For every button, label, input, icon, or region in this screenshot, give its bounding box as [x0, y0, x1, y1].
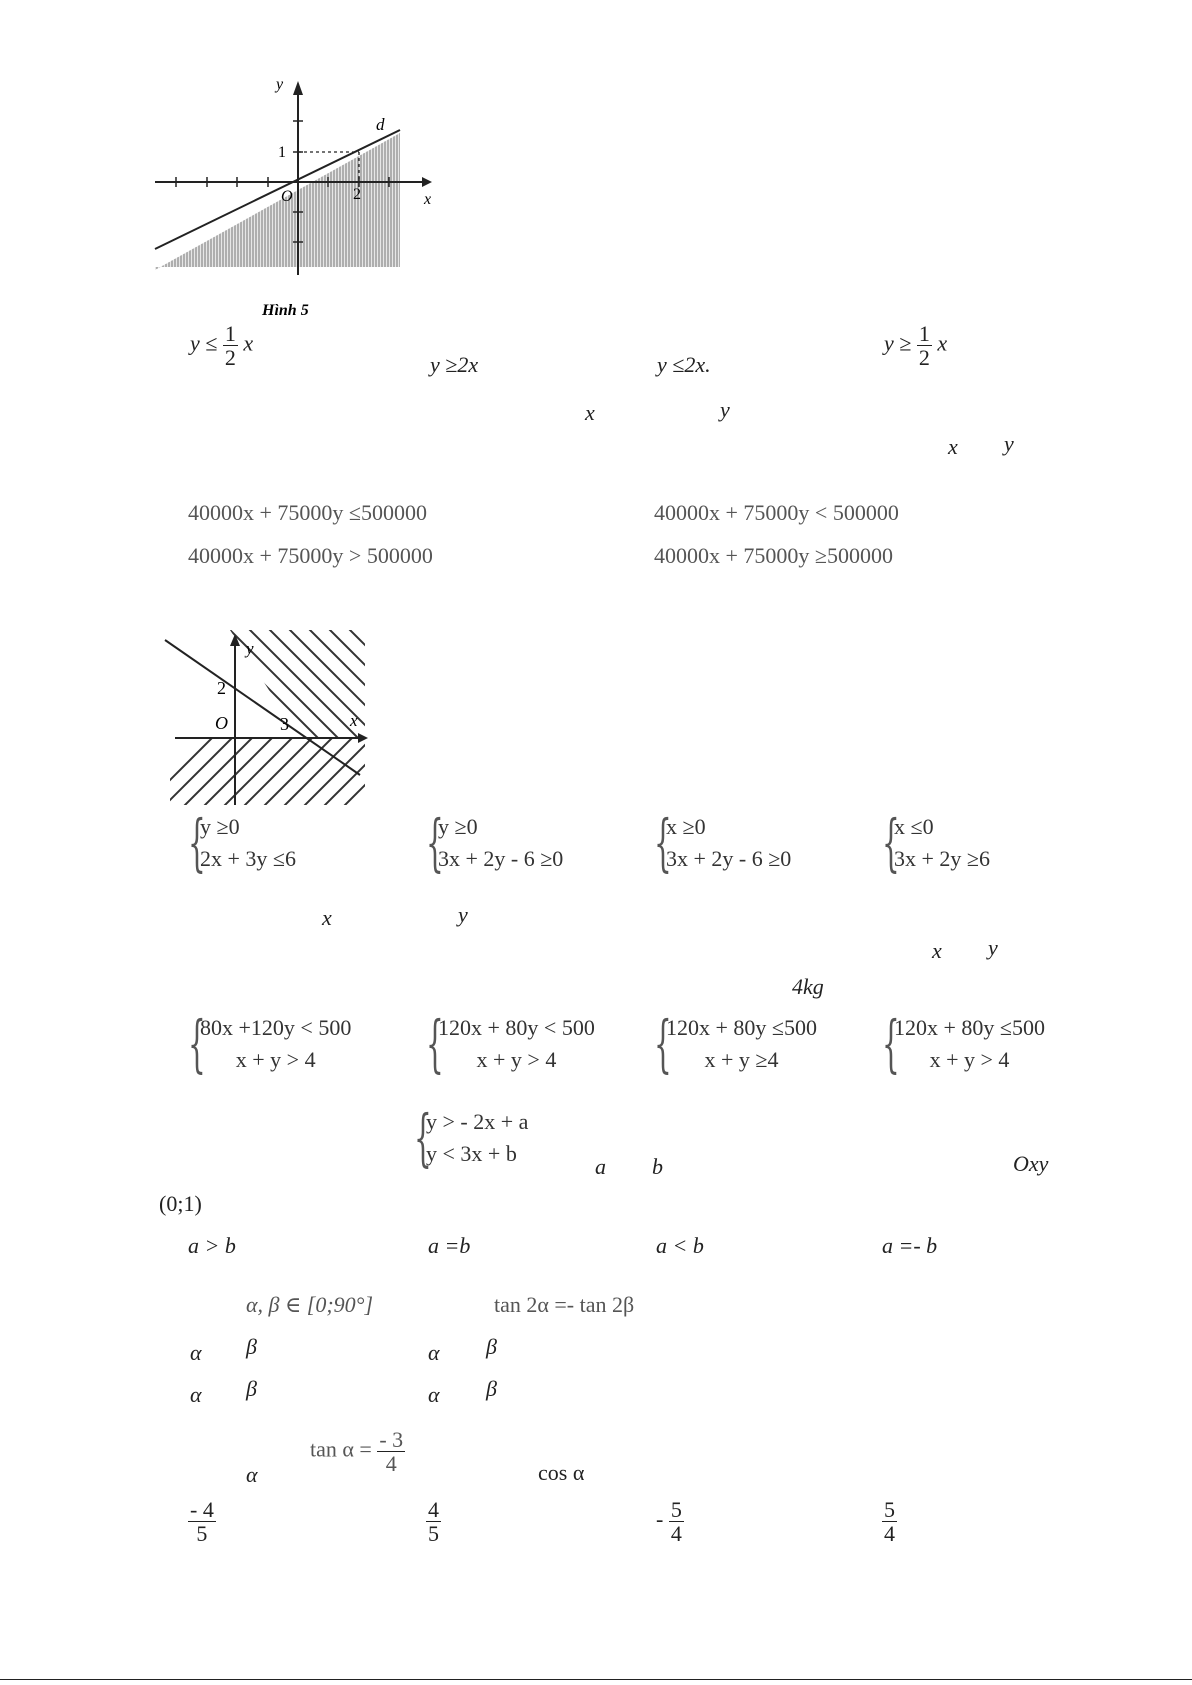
q4-var-y: y [458, 902, 468, 927]
fig1-label-x: x [424, 191, 432, 208]
q6-option-b-alpha: α [428, 1340, 440, 1365]
q6-option-a-beta: β [246, 1334, 257, 1359]
q5-var-a: a [595, 1154, 606, 1179]
q6-domain: α, β ∈ [0;90°] [246, 1292, 374, 1317]
fig1-label-two: 2 [353, 186, 361, 203]
q5-system: { y > - 2x + a y < 3x + b [414, 1101, 529, 1174]
q7-option-d: $\frac{5}{4}$ [884, 1497, 895, 1547]
q2-var-x2: x [948, 434, 958, 459]
figure-hinh-5 [150, 75, 440, 325]
q2-option-b: 40000x + 75000y < 500000 [654, 500, 899, 525]
q4-option-c: { 120x + 80y ≤500 x + y ≥4 [654, 1007, 817, 1080]
fig2-label-origin: O [215, 713, 228, 733]
q5-var-b: b [652, 1154, 663, 1179]
q3-option-a: { y ≥0 2x + 3y ≤6 [188, 806, 296, 879]
q1-option-a: y ≤ $\frac{1}{2}$ x [190, 321, 254, 371]
q6-option-c-alpha: α [190, 1382, 202, 1407]
q2-option-c: 40000x + 75000y > 500000 [188, 543, 433, 568]
q7-alpha: α [246, 1462, 258, 1487]
fig1-label-y: y [276, 76, 284, 93]
q5-option-b: a =b [428, 1233, 471, 1258]
q7-option-c: - $\frac{5}{4}$ [656, 1497, 682, 1547]
q5-option-a: a > b [188, 1233, 236, 1258]
q2-var-y: y [720, 397, 730, 422]
q3-option-b: { y ≥0 3x + 2y - 6 ≥0 [426, 806, 564, 879]
q4-var-x2: x [932, 938, 942, 963]
fig1-label-d: d [376, 115, 385, 134]
q3-option-c: { x ≥0 3x + 2y - 6 ≥0 [654, 806, 792, 879]
fig1-caption: Hình 5 [262, 302, 309, 319]
q7-tan: tan α = $\frac{- 3}{4}$ [310, 1427, 404, 1477]
fig1-label-one: 1 [278, 144, 286, 161]
x-axis-arrow [422, 177, 432, 187]
fig2-label-x: x [350, 711, 358, 730]
fig2-label-y: y [246, 639, 254, 658]
q1-option-d: y ≥ $\frac{1}{2}$ x [884, 321, 948, 371]
fig2-label-three: 3 [280, 714, 289, 734]
q2-var-x: x [585, 400, 595, 425]
q4-option-b: { 120x + 80y < 500 x + y > 4 [426, 1007, 595, 1080]
q7-option-b: $\frac{4}{5}$ [428, 1497, 439, 1547]
q6-option-a-alpha: α [190, 1340, 202, 1365]
q4-mass: 4kg [792, 974, 824, 999]
q2-var-y2: y [1004, 431, 1014, 456]
q4-var-y2: y [988, 935, 998, 960]
q5-option-c: a < b [656, 1233, 704, 1258]
q2-option-a: 40000x + 75000y ≤500000 [188, 500, 427, 525]
q5-option-d: a =- b [882, 1233, 938, 1258]
q4-option-d: { 120x + 80y ≤500 x + y > 4 [882, 1007, 1045, 1080]
page-bottom-rule [0, 1679, 1192, 1680]
q1-option-b: y ≥2x [430, 352, 479, 377]
q6-equation: tan 2α =- tan 2β [494, 1292, 635, 1317]
y-axis-arrow [293, 81, 303, 95]
fig2-label-two: 2 [217, 678, 226, 698]
figure-2 [160, 630, 370, 805]
fig2-x-axis-arrow [358, 733, 368, 743]
q6-option-c-beta: β [246, 1376, 257, 1401]
fig1-label-origin: O [281, 188, 293, 205]
q6-option-d-alpha: α [428, 1382, 440, 1407]
q6-option-d-beta: β [486, 1376, 497, 1401]
q4-option-a: { 80x +120y < 500 x + y > 4 [188, 1007, 352, 1080]
q6-option-b-beta: β [486, 1334, 497, 1359]
q5-plane: Oxy [1013, 1151, 1049, 1176]
q5-point: (0;1) [159, 1191, 202, 1216]
q3-option-d: { x ≤0 3x + 2y ≥6 [882, 806, 990, 879]
q7-target: cos α [538, 1460, 585, 1485]
q7-option-a: $\frac{- 4}{5}$ [190, 1497, 214, 1547]
q4-var-x: x [322, 905, 332, 930]
q2-option-d: 40000x + 75000y ≥500000 [654, 543, 893, 568]
q1-option-c: y ≤2x. [657, 352, 711, 377]
